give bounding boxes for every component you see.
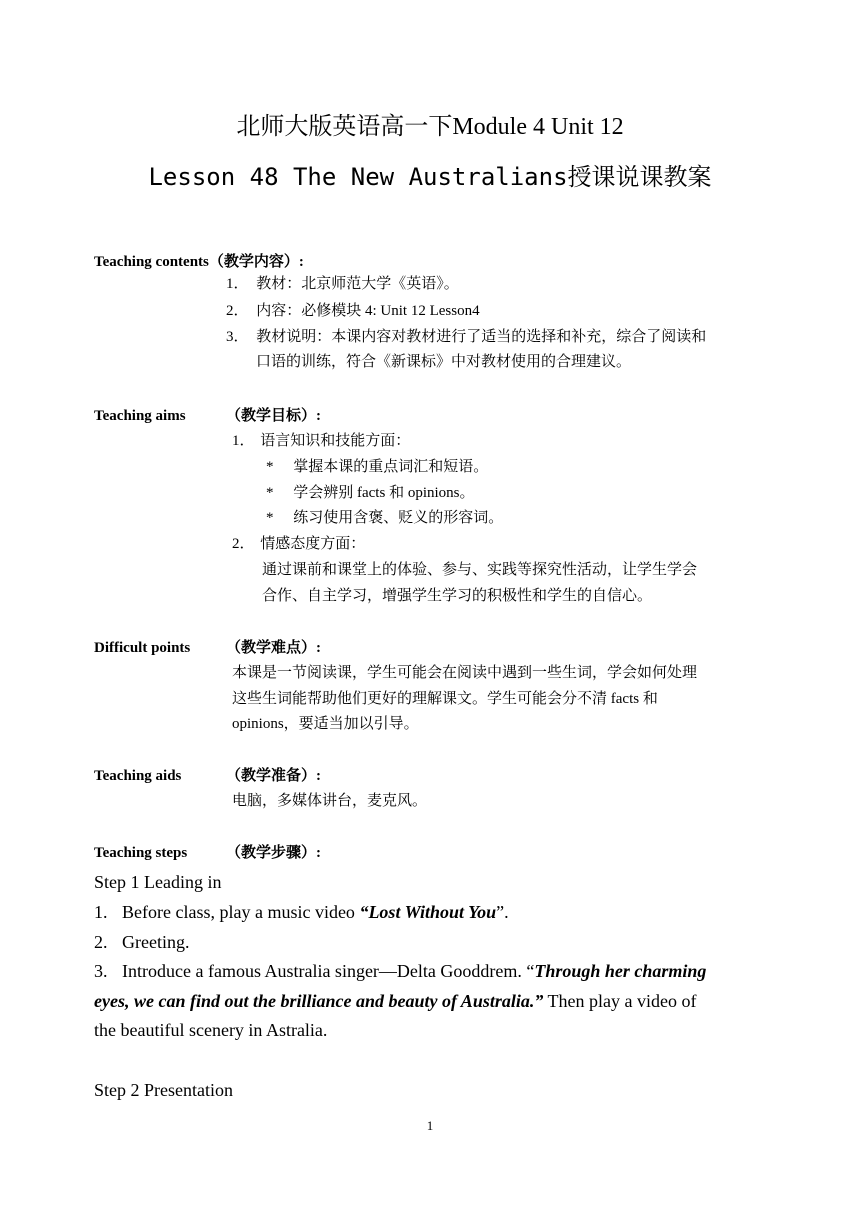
item-number: 3. xyxy=(94,961,108,981)
aims-heading: Teaching aims xyxy=(94,408,186,424)
contents-item-2-num: 2． xyxy=(226,303,249,319)
doc-title-line-1 xyxy=(0,106,860,141)
difficult-line-3: opinions，要适当加以引导。 xyxy=(232,716,419,732)
contents-item-1-num: 1． xyxy=(226,276,249,292)
step-1-item-3-line-3: the beautiful scenery in Astralia. xyxy=(94,1020,328,1040)
item-text-end: ”. xyxy=(496,902,509,922)
quote-text-continued: eyes, we can find out the brilliance and beauty of Australia.” xyxy=(94,991,544,1011)
contents-item-3-continued: 口语的训练，符合《新课标》中对教材使用的合理建议。 xyxy=(256,354,632,370)
aids-heading-cn: （教学准备）: xyxy=(226,768,321,784)
aims-item-2-line-1: 通过课前和课堂上的体验、参与、实践等探究性活动，让学生学会 xyxy=(262,562,698,578)
page-number: 1 xyxy=(426,1118,434,1133)
contents-item-3 xyxy=(226,327,706,347)
step-1-item-2 xyxy=(94,931,189,953)
contents-item-2-text: 内容：必修模块 4: Unit 12 Lesson4 xyxy=(256,303,480,319)
aims-item-1-num: 1． xyxy=(232,433,255,449)
step-1-heading: Step 1 Leading in xyxy=(94,872,222,892)
item-number: 2. xyxy=(94,932,108,952)
bullet-mark: * xyxy=(266,459,274,475)
aims-item-1-text: 语言知识和技能方面： xyxy=(260,433,411,449)
aims-item-1 xyxy=(232,431,410,451)
item-text-continued: Then play a video of xyxy=(543,991,697,1011)
steps-heading-cn: （教学步骤）: xyxy=(226,845,321,861)
difficult-heading: Difficult points xyxy=(94,640,191,656)
doc-title-line-2 xyxy=(0,157,860,192)
contents-item-3-num: 3． xyxy=(226,329,249,345)
title-line-1: 北师大版英语高一下Module 4 Unit 12 xyxy=(236,114,624,140)
bullet-text: 学会辨别 facts 和 opinions。 xyxy=(293,485,475,501)
aims-bullet-1 xyxy=(266,457,488,477)
aims-item-2-num: 2． xyxy=(232,536,255,552)
contents-heading: Teaching contents（教学内容）: xyxy=(94,254,304,270)
contents-item-1 xyxy=(226,274,459,294)
aims-item-2-line-2: 合作、自主学习，增强学生学习的积极性和学生的自信心。 xyxy=(262,588,653,604)
item-text: Greeting. xyxy=(122,932,190,952)
title-line-2: Lesson 48 The New Australians授课说课教案 xyxy=(148,163,712,191)
aids-text: 电脑，多媒体讲台，麦克风。 xyxy=(232,793,428,809)
step-1-item-1 xyxy=(94,901,509,923)
bullet-text: 掌握本课的重点词汇和短语。 xyxy=(293,459,489,475)
quote-text: Through her charming xyxy=(534,961,707,981)
aims-bullet-2 xyxy=(266,483,475,503)
aids-heading: Teaching aids xyxy=(94,768,182,784)
steps-heading: Teaching steps xyxy=(94,845,188,861)
bullet-text: 练习使用含褒、贬义的形容词。 xyxy=(293,510,504,526)
song-title: “Lost Without You xyxy=(359,902,497,922)
step-2-heading: Step 2 Presentation xyxy=(94,1080,233,1100)
difficult-line-2: 这些生词能帮助他们更好的理解课文。学生可能会分不清 facts 和 xyxy=(232,691,658,707)
aims-heading-cn: （教学目标）: xyxy=(226,408,321,424)
difficult-line-1: 本课是一节阅读课，学生可能会在阅读中遇到一些生词，学会如何处理 xyxy=(232,665,698,681)
aims-item-2 xyxy=(232,534,365,554)
contents-item-3-text: 教材说明：本课内容对教材进行了适当的选择和补充，综合了阅读和 xyxy=(256,329,707,345)
step-1-item-3-line-1 xyxy=(94,960,706,982)
aims-item-2-text: 情感态度方面： xyxy=(260,536,366,552)
step-1-item-3-line-2 xyxy=(94,990,696,1012)
bullet-mark: * xyxy=(266,485,274,501)
item-number: 1. xyxy=(94,902,108,922)
item-text: Introduce a famous Australia singer—Delta Gooddrem. “ xyxy=(122,961,535,981)
contents-item-1-text: 教材：北京师范大学《英语》。 xyxy=(256,276,459,292)
aims-bullet-3 xyxy=(266,508,503,528)
difficult-heading-cn: （教学难点）: xyxy=(226,640,321,656)
bullet-mark: * xyxy=(266,510,274,526)
contents-item-2 xyxy=(226,301,480,321)
item-text: Before class, play a music video xyxy=(122,902,360,922)
